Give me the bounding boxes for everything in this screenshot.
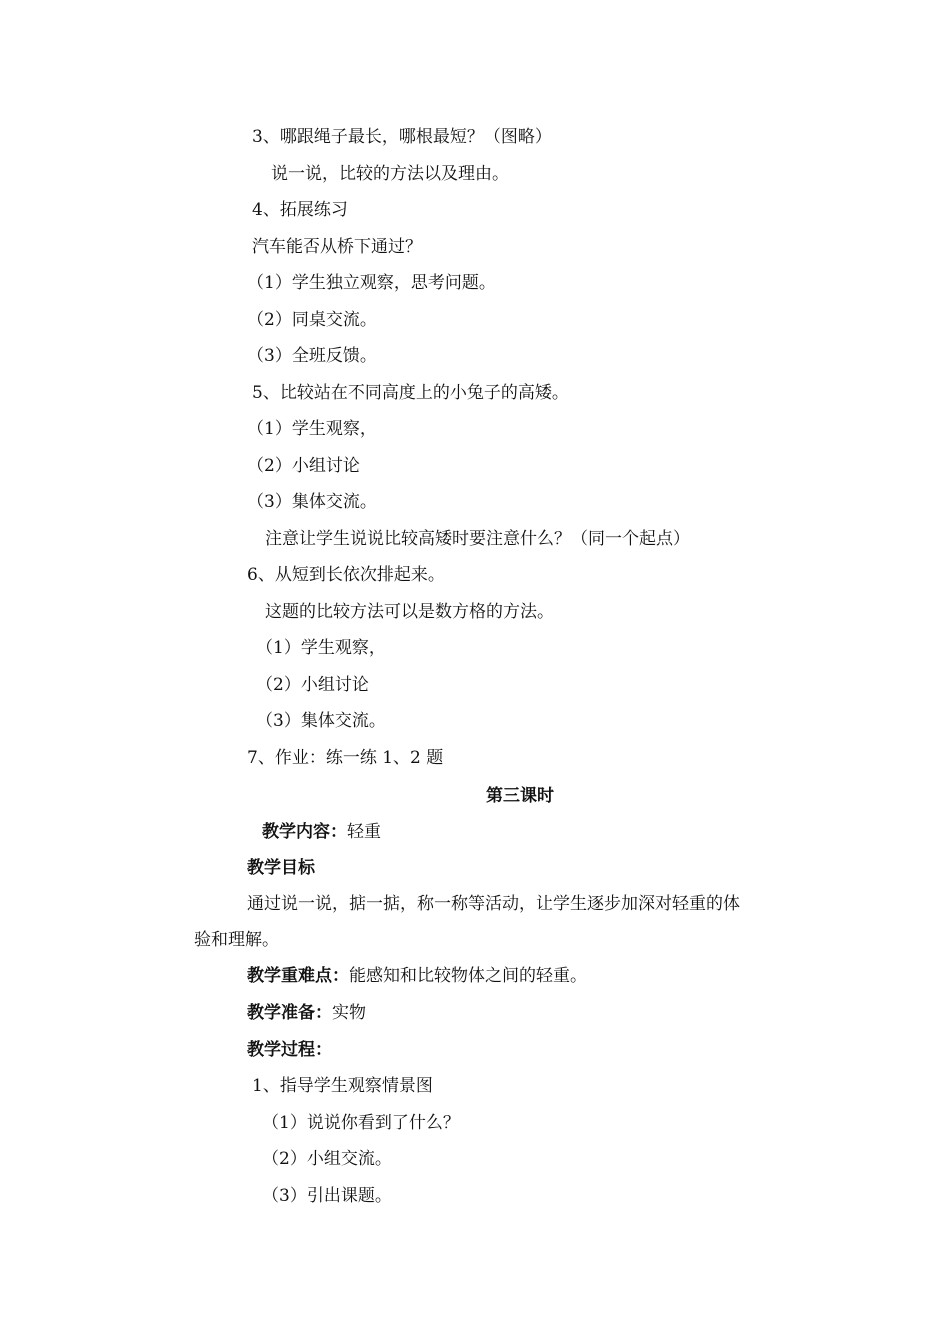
explanation-line: 说一说，比较的方法以及理由。 bbox=[271, 164, 509, 184]
goal-text-line-1: 通过说一说，掂一掂，称一称等活动，让学生逐步加深对轻重的体 bbox=[247, 894, 740, 914]
preparation-value: 实物 bbox=[332, 1003, 366, 1023]
sub-item: （1）学生独立观察，思考问题。 bbox=[247, 273, 496, 293]
note-line: 注意让学生说说比较高矮时要注意什么？（同一个起点） bbox=[265, 529, 690, 549]
key-points bbox=[247, 965, 587, 987]
teaching-content bbox=[262, 821, 381, 843]
sub-item: （1）学生观察， bbox=[256, 638, 386, 658]
preparation-label: 教学准备： bbox=[247, 1003, 332, 1023]
sub-item: （1）学生观察， bbox=[247, 419, 377, 439]
method-line: 这题的比较方法可以是数方格的方法。 bbox=[265, 602, 554, 622]
sub-item: （3）集体交流。 bbox=[247, 492, 377, 512]
process-heading: 教学过程： bbox=[247, 1040, 332, 1060]
sub-item: （2）小组讨论 bbox=[247, 456, 360, 476]
process-sub-item: （1）说说你看到了什么？ bbox=[262, 1113, 460, 1133]
key-points-value: 能感知和比较物体之间的轻重。 bbox=[349, 966, 587, 986]
goal-heading: 教学目标 bbox=[247, 858, 315, 878]
lesson-title: 第三课时 bbox=[486, 786, 554, 806]
process-sub-item: （2）小组交流。 bbox=[262, 1149, 392, 1169]
sub-item: （2）小组讨论 bbox=[256, 675, 369, 695]
sub-item: （3）集体交流。 bbox=[256, 711, 386, 731]
sub-item: （3）全班反馈。 bbox=[247, 346, 377, 366]
item-4: 4、拓展练习 bbox=[252, 200, 348, 220]
item-6: 6、从短到长依次排起来。 bbox=[247, 565, 445, 585]
teaching-content-label: 教学内容： bbox=[262, 822, 347, 842]
item-5: 5、比较站在不同高度上的小兔子的高矮。 bbox=[252, 383, 569, 403]
item-7: 7、作业：练一练 1、2 题 bbox=[247, 748, 444, 768]
item-3: 3、哪跟绳子最长，哪根最短？（图略） bbox=[252, 127, 552, 147]
process-sub-item: （3）引出课题。 bbox=[262, 1186, 392, 1206]
question-line: 汽车能否从桥下通过？ bbox=[252, 237, 422, 257]
key-points-label: 教学重难点： bbox=[247, 966, 349, 986]
teaching-content-value: 轻重 bbox=[347, 822, 381, 842]
sub-item: （2）同桌交流。 bbox=[247, 310, 377, 330]
preparation bbox=[247, 1002, 366, 1024]
process-item-1: 1、指导学生观察情景图 bbox=[252, 1076, 433, 1096]
goal-text-line-2: 验和理解。 bbox=[194, 930, 279, 950]
